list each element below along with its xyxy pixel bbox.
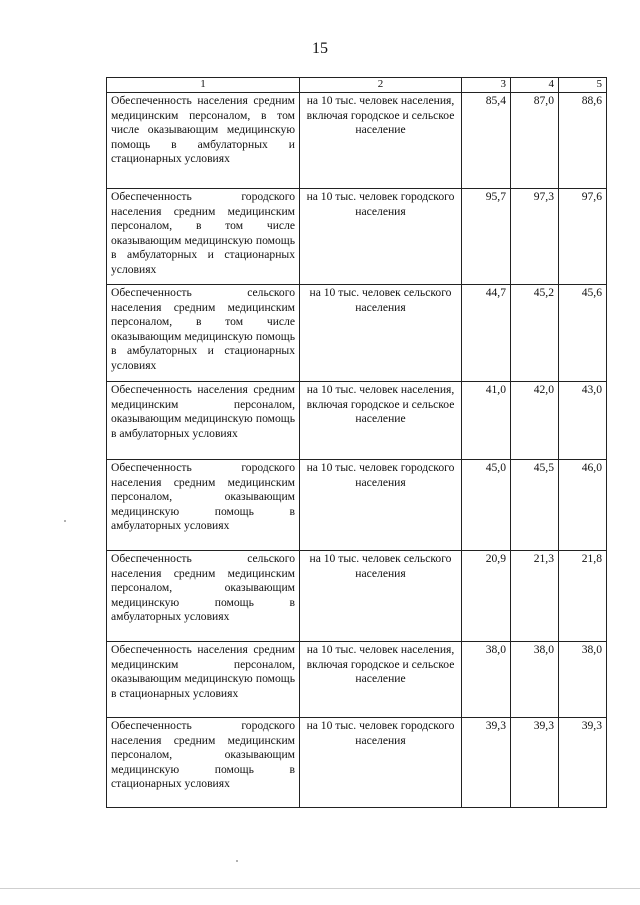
value-cell-5: 88,6 xyxy=(559,93,607,189)
value-cell-3: 39,3 xyxy=(462,718,511,808)
value-cell-5: 46,0 xyxy=(559,460,607,551)
value-cell-4: 45,5 xyxy=(511,460,559,551)
indicator-cell: Обеспеченность населения средним медицинским персоналом, в том числе оказывающим медицинскую помощь в амбулаторных и стационарных условиях xyxy=(107,93,300,189)
value-cell-5: 39,3 xyxy=(559,718,607,808)
table-row xyxy=(107,93,607,189)
unit-cell: на 10 тыс. человек населения, включая городское и сельское население xyxy=(300,382,462,460)
value-cell-4: 42,0 xyxy=(511,382,559,460)
indicator-cell: Обеспеченность городского населения средним медицинским персоналом, оказывающим медицинскую помощь в амбулаторных условиях xyxy=(107,460,300,551)
value-cell-3: 45,0 xyxy=(462,460,511,551)
value-cell-4: 38,0 xyxy=(511,642,559,718)
table-row xyxy=(107,551,607,642)
header-col-5: 5 xyxy=(559,78,607,93)
value-cell-3: 95,7 xyxy=(462,189,511,285)
page-number: 15 xyxy=(312,40,328,57)
value-cell-4: 97,3 xyxy=(511,189,559,285)
value-cell-3: 44,7 xyxy=(462,285,511,382)
unit-cell: на 10 тыс. человек городского населения xyxy=(300,189,462,285)
value-cell-5: 97,6 xyxy=(559,189,607,285)
indicator-cell: Обеспеченность сельского населения средним медицинским персоналом, в том числе оказывающим медицинскую помощь в амбулаторных и стационарных условиях xyxy=(107,285,300,382)
header-col-1: 1 xyxy=(107,78,300,93)
value-cell-5: 38,0 xyxy=(559,642,607,718)
scan-speck xyxy=(64,520,66,522)
unit-cell: на 10 тыс. человек городского населения xyxy=(300,460,462,551)
table-row xyxy=(107,285,607,382)
table-row xyxy=(107,382,607,460)
unit-cell: на 10 тыс. человек городского населения xyxy=(300,718,462,808)
value-cell-4: 39,3 xyxy=(511,718,559,808)
value-cell-4: 21,3 xyxy=(511,551,559,642)
unit-cell: на 10 тыс. человек сельского населения xyxy=(300,551,462,642)
table-row xyxy=(107,460,607,551)
header-col-2: 2 xyxy=(300,78,462,93)
value-cell-3: 85,4 xyxy=(462,93,511,189)
indicator-cell: Обеспеченность городского населения средним медицинским персоналом, оказывающим медицинскую помощь в стационарных условиях xyxy=(107,718,300,808)
value-cell-4: 87,0 xyxy=(511,93,559,189)
table-row xyxy=(107,642,607,718)
unit-cell: на 10 тыс. человек населения, включая городское и сельское население xyxy=(300,93,462,189)
table-row xyxy=(107,718,607,808)
value-cell-3: 41,0 xyxy=(462,382,511,460)
header-col-3: 3 xyxy=(462,78,511,93)
value-cell-3: 20,9 xyxy=(462,551,511,642)
scan-edge-line xyxy=(0,888,640,889)
table-row xyxy=(107,189,607,285)
indicator-cell: Обеспеченность населения средним медицинским персоналом, оказывающим медицинскую помощь в стационарных условиях xyxy=(107,642,300,718)
indicator-cell: Обеспеченность населения средним медицинским персоналом, оказывающим медицинскую помощь в амбулаторных условиях xyxy=(107,382,300,460)
value-cell-5: 43,0 xyxy=(559,382,607,460)
unit-cell: на 10 тыс. человек сельского населения xyxy=(300,285,462,382)
unit-cell: на 10 тыс. человек населения, включая городское и сельское население xyxy=(300,642,462,718)
value-cell-5: 45,6 xyxy=(559,285,607,382)
indicator-cell: Обеспеченность городского населения средним медицинским персоналом, в том числе оказывающим медицинскую помощь в амбулаторных и стационарных условиях xyxy=(107,189,300,285)
value-cell-4: 45,2 xyxy=(511,285,559,382)
value-cell-5: 21,8 xyxy=(559,551,607,642)
value-cell-3: 38,0 xyxy=(462,642,511,718)
scan-speck xyxy=(236,860,238,862)
indicators-table xyxy=(106,77,607,808)
header-col-4: 4 xyxy=(511,78,559,93)
indicator-cell: Обеспеченность сельского населения средним медицинским персоналом, оказывающим медицинскую помощь в амбулаторных условиях xyxy=(107,551,300,642)
header-row xyxy=(107,78,607,93)
